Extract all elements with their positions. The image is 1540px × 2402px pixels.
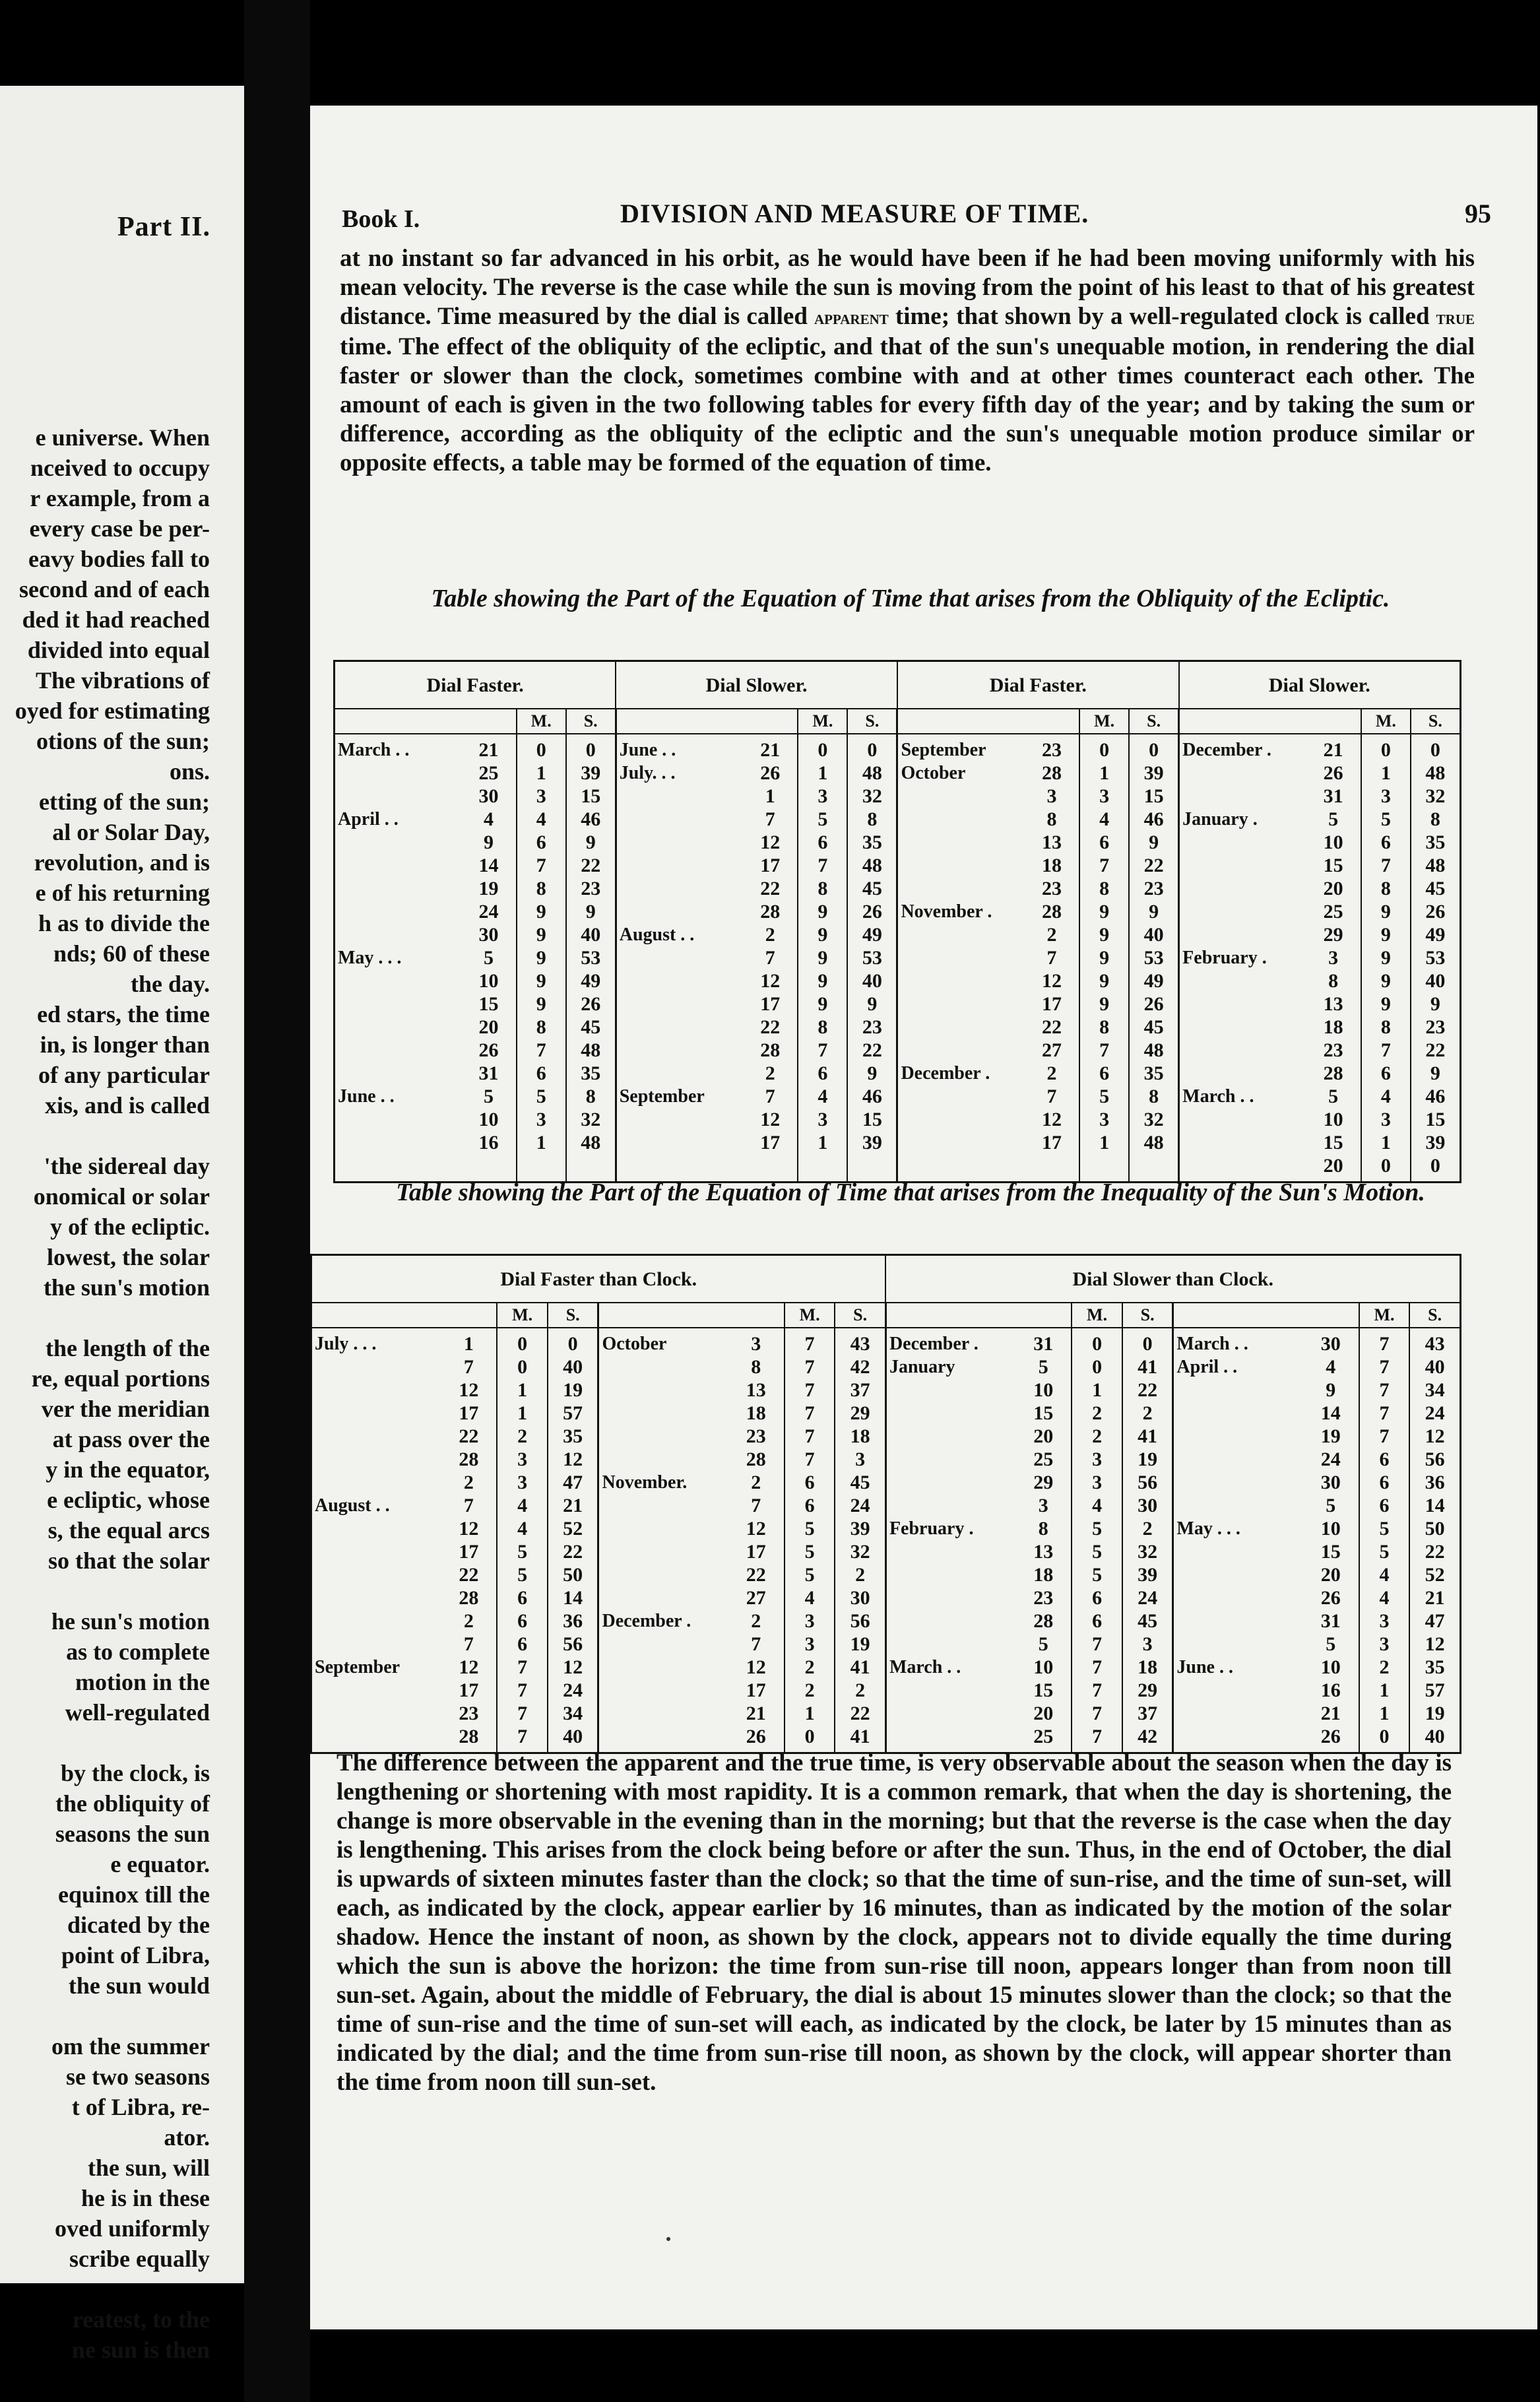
month-column: June . . July. . . August . . September: [616, 734, 743, 1183]
minutes-column: 7 7 7 7 7 7 6 6 5 5 5 4 3 3 2 2 1 0: [785, 1328, 835, 1753]
facing-page-line: revolution, and is: [34, 849, 210, 876]
table1-caption: Table showing the Part of the Equation of Time that arises from the Obliquity of the Ecliptic.: [431, 585, 1390, 612]
facing-page-line: nceived to occupy: [30, 455, 210, 481]
month-column: December . January February . March . .: [885, 1328, 1015, 1753]
facing-page-line: etting of the sun;: [39, 789, 210, 815]
facing-page-line: ons.: [169, 758, 210, 785]
facing-page-line: r example, from a: [30, 485, 210, 511]
facing-page-line: equinox till the: [57, 1881, 210, 1908]
unit-header: S.: [1122, 1303, 1173, 1328]
facing-page-line: otions of the sun;: [36, 728, 210, 754]
blank-header: [1179, 709, 1306, 734]
blank-header: [1303, 1303, 1359, 1328]
facing-page-line: seasons the sun: [55, 1821, 210, 1847]
facing-page-line: divided into equal: [27, 637, 210, 663]
day-column: 23 28 3 8 13 18 23 28 2 7 12 17 22 27 2 7 12 17: [1041, 739, 1062, 1153]
facing-page-line: e ecliptic, whose: [47, 1487, 210, 1513]
facing-page-line: h as to divide the: [38, 910, 210, 936]
blank-header: [728, 1303, 785, 1328]
column-group-header: Dial Faster than Clock.: [311, 1255, 886, 1303]
facing-page-line: he is in these: [80, 2185, 210, 2211]
blank-header: [1173, 1303, 1303, 1328]
unit-header: S.: [847, 709, 897, 734]
facing-page-line: al or Solar Day,: [52, 819, 210, 845]
page-number: 95: [1465, 199, 1491, 228]
facing-page-line: ed stars, the time: [37, 1001, 210, 1027]
facing-page-line: as to complete: [66, 1639, 210, 1665]
running-head-left: Book I.: [342, 205, 420, 233]
facing-page-line: ne sun is then: [71, 2337, 210, 2363]
facing-page-line: [0, 2001, 210, 2031]
blank-header: [1015, 1303, 1072, 1328]
facing-page-line: point of Libra,: [61, 1942, 210, 1968]
facing-page-line: oyed for estimating: [15, 698, 210, 724]
facing-page-line: e universe. When: [35, 424, 210, 451]
blank-header: [1306, 709, 1361, 734]
minutes-column: 7 7 7 7 7 6 6 6 5 5 4 4 3 3 2 1 1 0: [1359, 1328, 1409, 1753]
facing-page-line: second and of each: [18, 576, 210, 602]
unit-header: M.: [798, 709, 847, 734]
facing-page-line: the day.: [130, 971, 210, 997]
facing-page-line: he sun's motion: [51, 1608, 210, 1635]
day-column: 31 5 10 15 20 25 29 3 8 13 18 23 28 5 10 15 20 25: [1033, 1333, 1054, 1747]
seconds-column: 0 39 15 46 9 22 23 9 40 53 49 26 45 48 35 8 32 48: [566, 734, 616, 1183]
seconds-column: 0 41 22 2 41 19 56 30 2 32 39 24 45 3 18 29 37 42: [1122, 1328, 1173, 1753]
blank-header: [616, 709, 743, 734]
unit-header: M.: [785, 1303, 835, 1328]
seconds-column: 0 48 32 8 35 48 45 26 49 53 40 9 23 22 9 46 15 39: [847, 734, 897, 1183]
facing-page-line: t of Libra, re-: [71, 2094, 210, 2120]
facing-page-line: [0, 1120, 210, 1151]
seconds-column: 0 48 32 8 35 48 45 26 49 53 40 9 23 22 9 46 15 39 0: [1411, 734, 1461, 1183]
unit-header: S.: [548, 1303, 598, 1328]
minutes-column: 0 0 1 1 2 3 3 4 4 5 5 6 6 6 7 7 7 7: [497, 1328, 547, 1753]
minutes-column: 0 1 3 4 6 7 8 9 9 9 9 9 8 7 6 5 3 1: [517, 734, 566, 1183]
month-column: March . . April . . May . . . June . .: [338, 740, 410, 1107]
seconds-column: 0 39 15 46 9 22 23 9 40 53 49 26 45 48 35 8 32 48: [1129, 734, 1179, 1183]
facing-page-line: onomical or solar: [33, 1183, 210, 1210]
facing-page-line: om the summer: [51, 2033, 210, 2060]
facing-page-line: xis, and is called: [44, 1092, 210, 1119]
minutes-column: 0 1 3 5 6 7 8 9 9 9 9 9 8 7 6 4 3 1: [798, 734, 847, 1183]
facing-page-line: ator.: [164, 2124, 210, 2151]
facing-page-line: well-regulated: [65, 1699, 210, 1726]
blank-header: [743, 709, 798, 734]
blank-header: [335, 709, 462, 734]
facing-page-line: se two seasons: [65, 2063, 210, 2090]
minutes-column: 0 1 3 5 6 7 8 9 9 9 9 9 8 7 6 4 3 1 0: [1361, 734, 1411, 1183]
facing-page-line: dicated by the: [67, 1912, 210, 1938]
facing-page-line: s, the equal arcs: [48, 1517, 210, 1543]
unit-header: M.: [1359, 1303, 1409, 1328]
facing-page-line: e of his returning: [35, 880, 210, 906]
facing-page-line: The vibrations of: [35, 667, 210, 694]
column-group-header: Dial Faster.: [335, 661, 616, 709]
facing-page-line: [0, 1576, 210, 1606]
facing-page-line: [0, 1728, 210, 1758]
facing-page-line: by the clock, is: [60, 1760, 210, 1786]
month-column: March . . April . . May . . . June . .: [1173, 1328, 1303, 1753]
facing-page-line: the sun, will: [87, 2155, 210, 2181]
facing-page: [0, 86, 244, 2363]
facing-page-line: in, is longer than: [40, 1031, 210, 1058]
running-head-title: DIVISION AND MEASURE OF TIME.: [620, 199, 1089, 228]
facing-page-line: e equator.: [110, 1851, 210, 1877]
facing-page-line: 'the sidereal day: [44, 1153, 210, 1179]
blank-header: [461, 709, 516, 734]
facing-page-header: Part II.: [117, 212, 210, 242]
day-column: 21 26 31 5 10 15 20 25 29 3 8 13 18 23 28 5 10 15 20: [1323, 739, 1343, 1177]
seconds-column: 0 40 19 57 35 12 47 21 52 22 50 14 36 56 12 24 34 40: [548, 1328, 598, 1753]
page-speck: [666, 2237, 670, 2241]
unit-header: M.: [497, 1303, 547, 1328]
facing-page-line: reatest, to the: [72, 2306, 210, 2333]
seconds-column: 43 42 37 29 18 3 45 24 39 32 2 30 56 19 41 2 22 41: [835, 1328, 885, 1753]
unit-header: S.: [566, 709, 616, 734]
minutes-column: 0 0 1 2 2 3 3 4 5 5 5 6 6 7 7 7 7 7: [1072, 1328, 1122, 1753]
facing-page-line: eavy bodies fall to: [28, 546, 210, 572]
blank-header: [885, 1303, 1015, 1328]
facing-page-line: scribe equally: [69, 2246, 210, 2272]
facing-page-line: oved uniformly: [54, 2215, 210, 2242]
facing-page-line: [0, 2274, 210, 2304]
paragraph-1: at no instant so far advanced in his orbit, as he would have been if he had been moving uniformly with his mean velocity. The reverse is the case while the sun is moving from the point of his least to that of his greatest distance. Time measured by the dial is called apparent time; that shown by a well-regulated clock is called true time. The effect of the obliquity of the ecliptic, and that of the sun's unequable motion, in rendering the dial faster or slower than the clock, sometimes combine with and at other times counteract each other. The amount of each is given in the two following tables for every fifth day of the year; and by taking the sum or difference, according as the obliquity of the ecliptic and the sun's unequable motion produce similar or opposite effects, a table may be formed of the equation of time.: [340, 245, 1475, 476]
month-column: October November. December .: [598, 1328, 728, 1753]
facing-page-line: [0, 1303, 210, 1333]
facing-page-line: the sun would: [68, 1972, 210, 1999]
day-column: 21 26 1 7 12 17 22 28 2 7 12 17 22 28 2 7 12 17: [760, 739, 781, 1153]
blank-header: [441, 1303, 497, 1328]
table2-caption: Table showing the Part of the Equation of Time that arises from the Inequality of the Sun's Motion.: [396, 1179, 1425, 1206]
facing-page-line: so that the solar: [48, 1547, 210, 1574]
seconds-column: 43 40 34 24 12 56 36 14 50 22 52 21 47 12 35 57 19 40: [1409, 1328, 1460, 1753]
column-group-header: Dial Faster.: [897, 661, 1179, 709]
facing-page-line: every case be per-: [29, 515, 210, 542]
facing-page-line: motion in the: [75, 1669, 210, 1695]
column-group-header: Dial Slower than Clock.: [885, 1255, 1460, 1303]
month-column: December . January . February . March . .: [1179, 734, 1306, 1183]
month-column: July . . . August . . September: [315, 1334, 401, 1677]
unit-header: M.: [1079, 709, 1129, 734]
facing-page-line: the obliquity of: [55, 1790, 210, 1817]
facing-page-line: ded it had reached: [22, 606, 210, 633]
facing-page-line: y of the ecliptic.: [50, 1214, 210, 1240]
unit-header: M.: [1072, 1303, 1122, 1328]
facing-page-line: re, equal portions: [31, 1365, 210, 1392]
minutes-column: 0 1 3 4 6 7 8 9 9 9 9 9 8 7 6 5 3 1: [1079, 734, 1129, 1183]
unit-header: S.: [835, 1303, 885, 1328]
facing-page-line: the length of the: [46, 1335, 210, 1361]
column-group-header: Dial Slower.: [1179, 661, 1461, 709]
blank-header: [598, 1303, 728, 1328]
facing-page-line: lowest, the solar: [47, 1244, 210, 1270]
facing-page-line: nds; 60 of these: [53, 940, 210, 967]
facing-page-line: y in the equator,: [46, 1456, 210, 1483]
blank-header: [1025, 709, 1079, 734]
facing-page-text: [0, 422, 210, 2365]
sun-motion-table: [310, 1254, 1461, 1754]
blank-header: [897, 709, 1025, 734]
unit-header: S.: [1411, 709, 1461, 734]
month-column: September October November . December .: [897, 734, 1025, 1183]
book-gutter: [244, 0, 310, 2402]
facing-page-line: ver the meridian: [41, 1396, 210, 1422]
unit-header: M.: [1361, 709, 1411, 734]
facing-page-line: at pass over the: [52, 1426, 210, 1452]
column-group-header: Dial Slower.: [616, 661, 897, 709]
paragraph-2: The difference between the apparent and the true time, is very observable about the season when the day is lengthening or shortening with most rapidity. It is a common remark, that when the day is shortening, the change is more observable in the evening than in the morning; but that the reverse is the case when the day is lengthening. This arises from the clock being before or after the sun. Thus, in the end of October, the dial is upwards of sixteen minutes faster than the clock; so that the time of sun-rise, and the time of sun-set, will each, as indicated by the clock, appear earlier by 16 minutes, than as indicated by the motion of the solar shadow. Hence the instant of noon, as shown by the clock, appears not to divide equally the time during which the sun is above the horizon: the time from sun-rise till noon, appears longer than from noon till sun-set. Again, about the middle of February, the dial is about 15 minutes slower than the clock; so that the time of sun-rise and the time of sun-set will each, as indicated by the clock, be later by 15 minutes than as indicated by the dial; and the time from sun-rise till noon, as shown by the clock, will appear shorter than the time from noon till sun-set.: [337, 1749, 1452, 2096]
book-page: [310, 106, 1537, 2329]
facing-page-line: of any particular: [38, 1062, 210, 1088]
blank-header: [311, 1303, 441, 1328]
obliquity-table: [333, 660, 1461, 1183]
day-column: 3 8 13 18 23 28 2 7 12 17 22 27 2 7 12 17 21 26: [746, 1333, 766, 1747]
unit-header: M.: [517, 709, 566, 734]
day-column: 30 4 9 14 19 24 30 5 10 15 20 26 31 5 10 16 21 26: [1320, 1333, 1341, 1747]
unit-header: S.: [1409, 1303, 1460, 1328]
day-column: 1 7 12 17 22 28 2 7 12 17 22 28 2 7 12 17 23 28: [459, 1333, 479, 1747]
unit-header: S.: [1129, 709, 1179, 734]
facing-page-line: the sun's motion: [43, 1274, 210, 1301]
day-column: 21 25 30 4 9 14 19 24 30 5 10 15 20 26 31 5 10 16: [478, 739, 499, 1153]
